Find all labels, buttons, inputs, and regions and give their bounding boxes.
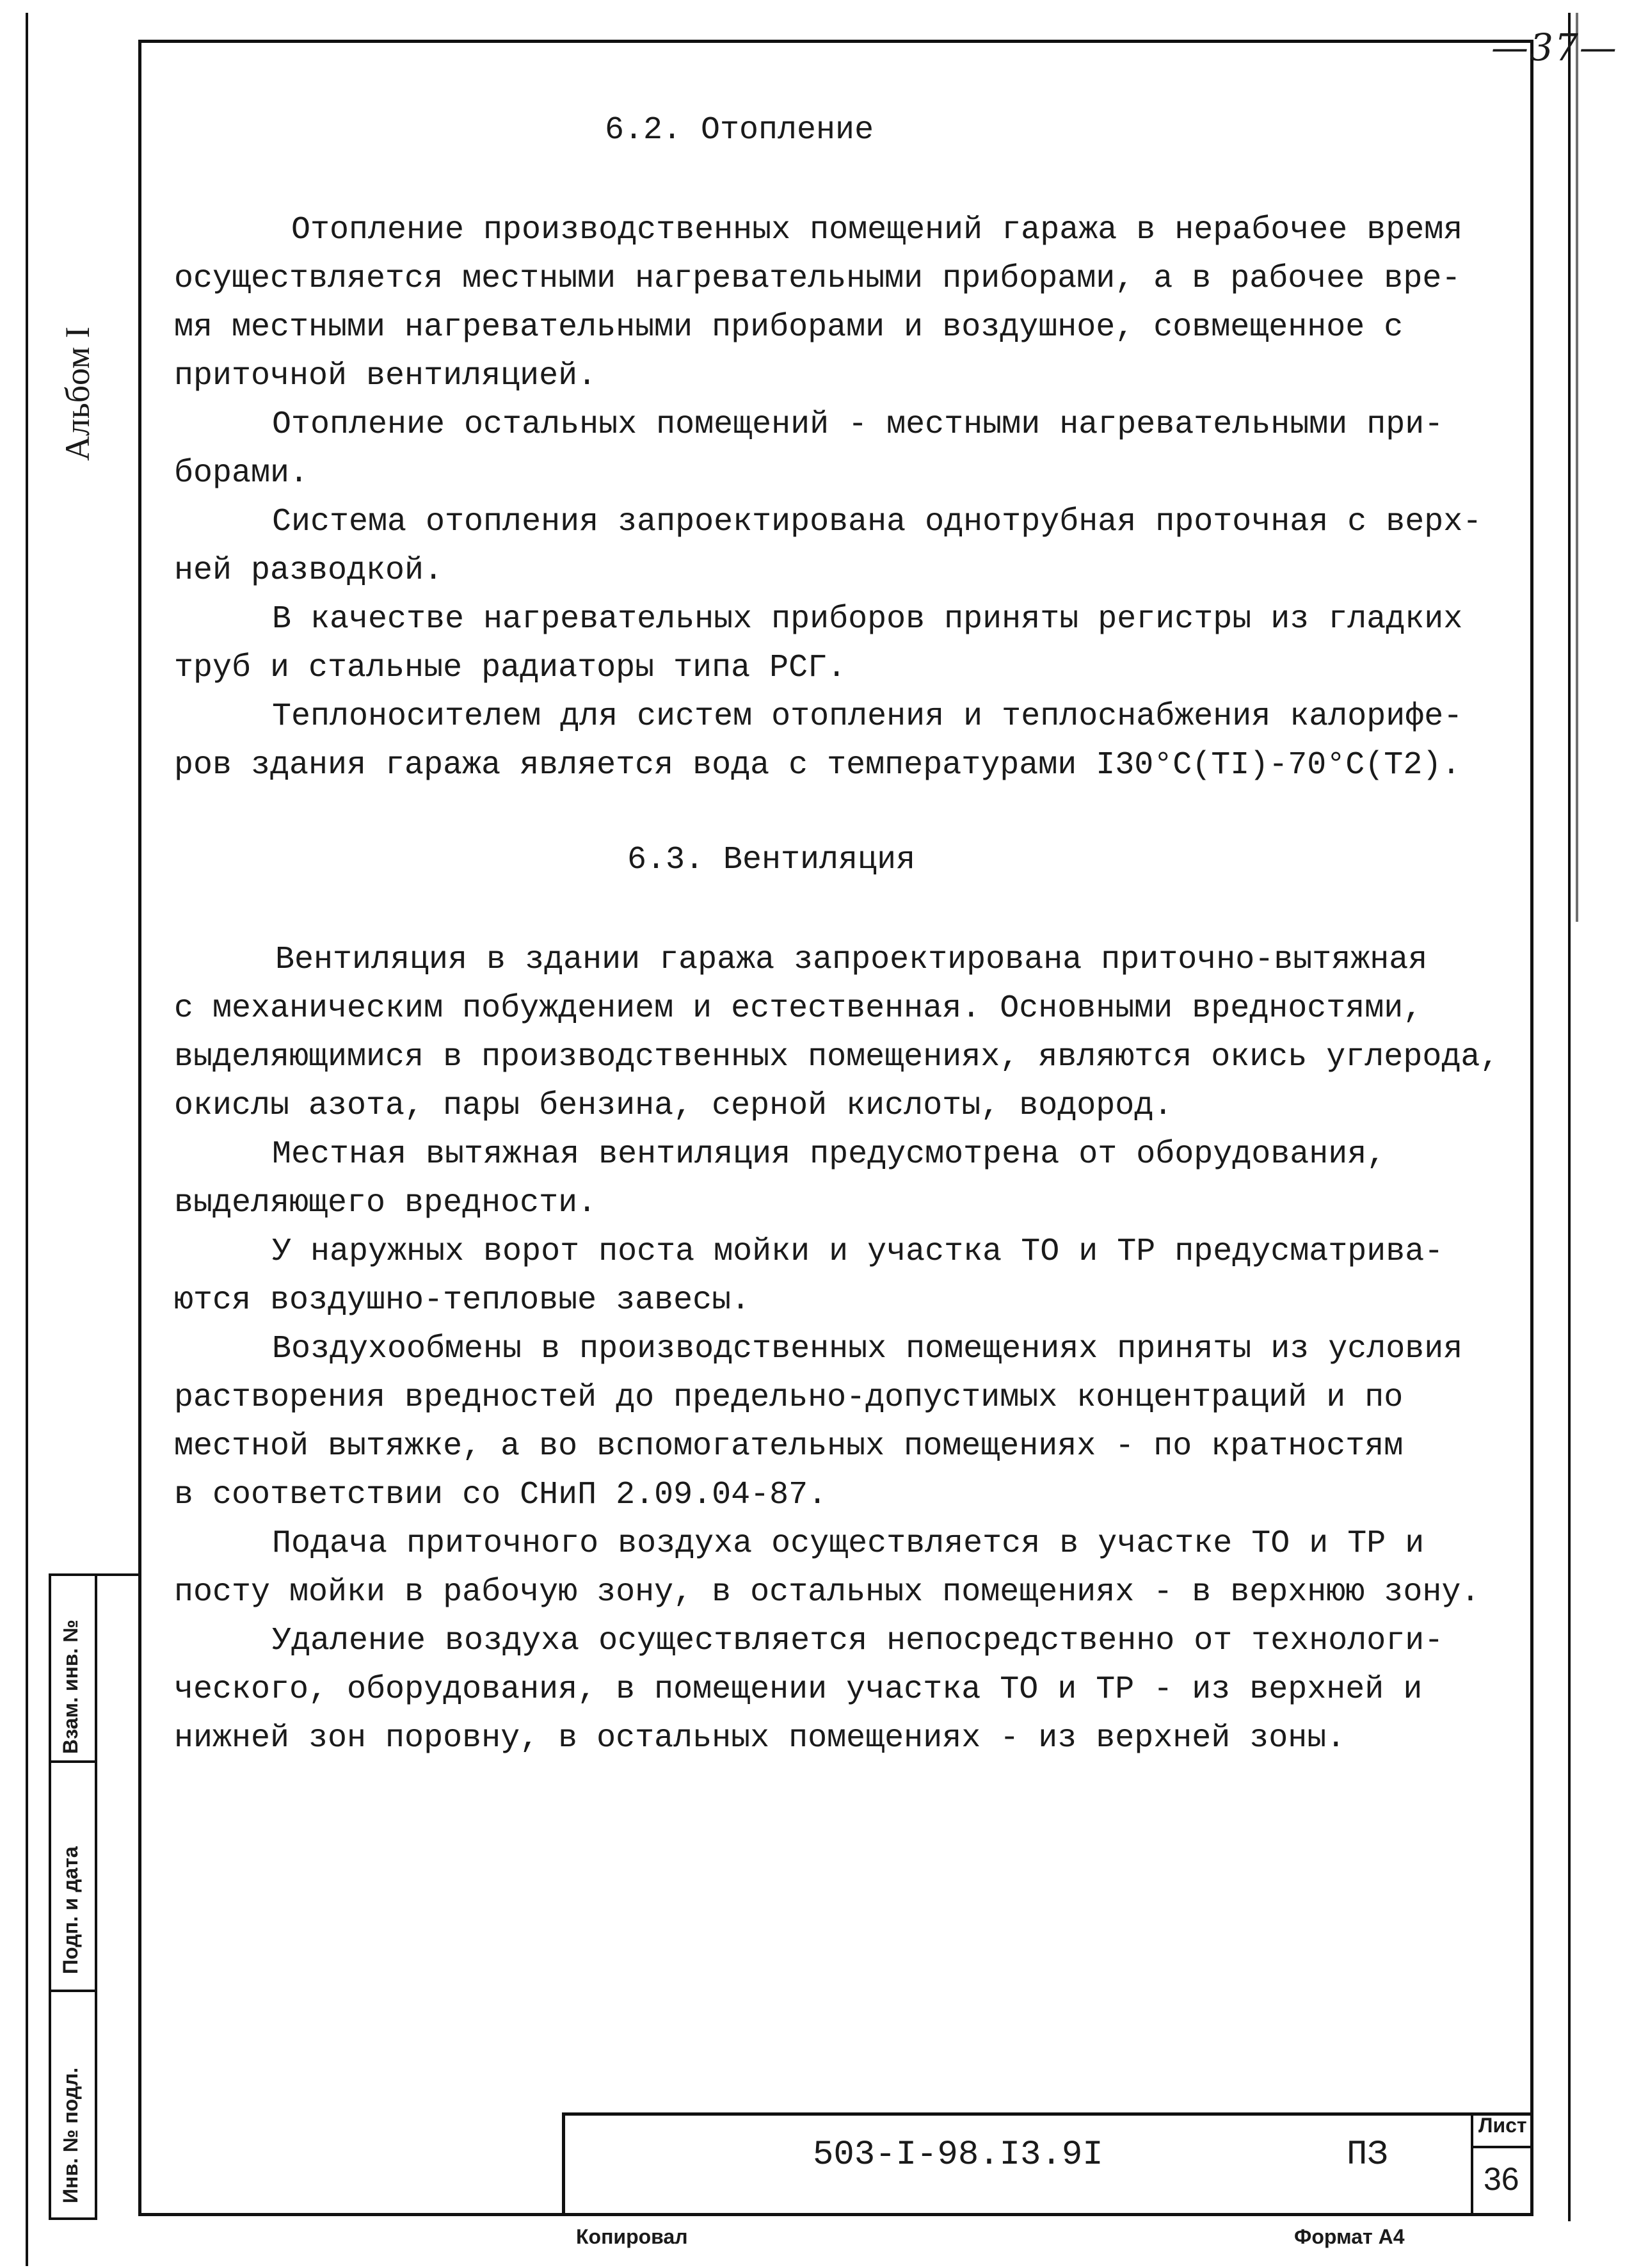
text-line: Отопление остальных помещений - местными нагревательными при-: [272, 406, 1444, 443]
text-line: растворения вредностей до предельно-допустимых концентраций и по: [174, 1379, 1404, 1416]
text-line: нижней зон поровну, в остальных помещениях - из верхней зоны.: [174, 1720, 1346, 1757]
text-line: Вентиляция в здании гаража запроектирована приточно-вытяжная: [275, 942, 1428, 978]
binding-margin-line: [26, 13, 28, 2266]
stamp-cell-signature: [51, 1763, 95, 1992]
sheet-label: Лист: [1478, 2114, 1527, 2137]
sheet-box-divider: [1471, 2146, 1533, 2148]
text-line: ней разводкой.: [174, 552, 444, 589]
text-line: Теплоносителем для систем отопления и теплоснабжения калорифе-: [272, 698, 1463, 735]
album-label: Альбом I: [58, 326, 97, 461]
text-line: местной вытяжке, а во вспомогательных помещениях - по кратностям: [174, 1428, 1404, 1465]
text-line: ются воздушно-тепловые завесы.: [174, 1282, 751, 1319]
text-line: борами.: [174, 455, 309, 492]
text-line: приточной вентиляцией.: [174, 358, 597, 394]
text-line: Система отопления запроектирована однотрубная проточная с верх-: [272, 504, 1482, 540]
document-type: ПЗ: [1347, 2135, 1388, 2175]
text-line: Отопление производственных помещений гаража в нерабочее время: [291, 212, 1463, 248]
stamp-cell-original: [51, 1992, 95, 2217]
text-line: В качестве нагревательных приборов приняты регистры из гладких: [272, 601, 1463, 638]
stamp-label-signature: Подп. и дата: [59, 1846, 82, 1974]
copied-label: Копировал: [576, 2225, 688, 2248]
stamp-cell-interchange: [51, 1576, 95, 1763]
section-heading-heating: 6.2. Отопление: [605, 112, 874, 149]
format-label: Формат А4: [1294, 2225, 1405, 2248]
stamp-connector: [97, 1573, 138, 1576]
text-line: в соответствии со СНиП 2.09.04-87.: [174, 1477, 828, 1513]
text-line: с механическим побуждением и естественная. Основными вредностями,: [174, 990, 1423, 1027]
text-line: Воздухообмены в производственных помещениях приняты из условия: [272, 1331, 1463, 1367]
text-line: осуществляется местными нагревательными приборами, а в рабочее вре-: [174, 261, 1461, 297]
section-heading-ventilation: 6.3. Вентиляция: [627, 842, 916, 878]
stamp-label-interchange: Взам. инв. №: [59, 1620, 82, 1754]
text-line: ческого, оборудования, в помещении участка ТО и ТР - из верхней и: [174, 1671, 1423, 1708]
page-top-number: —37—: [1491, 26, 1618, 69]
text-line: выделяющего вредности.: [174, 1185, 597, 1221]
right-edge-line: [1576, 13, 1578, 922]
text-line: мя местными нагревательными приборами и воздушное, совмещенное с: [174, 309, 1404, 346]
text-line: Удаление воздуха осуществляется непосредственно от технологи-: [272, 1623, 1444, 1659]
text-line: ров здания гаража является вода с температурами I30°С(TI)-70°С(T2).: [174, 747, 1461, 784]
stamp-label-original: Инв. № подл.: [59, 2067, 82, 2203]
text-line: труб и стальные радиаторы типа РСГ.: [174, 650, 847, 686]
outer-right-line: [1568, 13, 1571, 2221]
text-line: Подача приточного воздуха осуществляется в участке ТО и ТР и: [272, 1525, 1425, 1562]
text-line: посту мойки в рабочую зону, в остальных помещениях - в верхнюю зону.: [174, 1574, 1480, 1611]
text-line: выделяющимися в производственных помещениях, являются окись углерода,: [174, 1039, 1500, 1075]
document-code: 503-I-98.I3.9I: [813, 2135, 1103, 2175]
text-line: Местная вытяжная вентиляция предусмотрена от оборудования,: [272, 1136, 1386, 1173]
text-line: окислы азота, пары бензина, серной кислоты, водород.: [174, 1088, 1173, 1124]
text-line: У наружных ворот поста мойки и участка ТО и ТР предусматрива-: [272, 1234, 1444, 1270]
sheet-number: 36: [1484, 2161, 1519, 2197]
stamp-column: [49, 1573, 97, 2220]
